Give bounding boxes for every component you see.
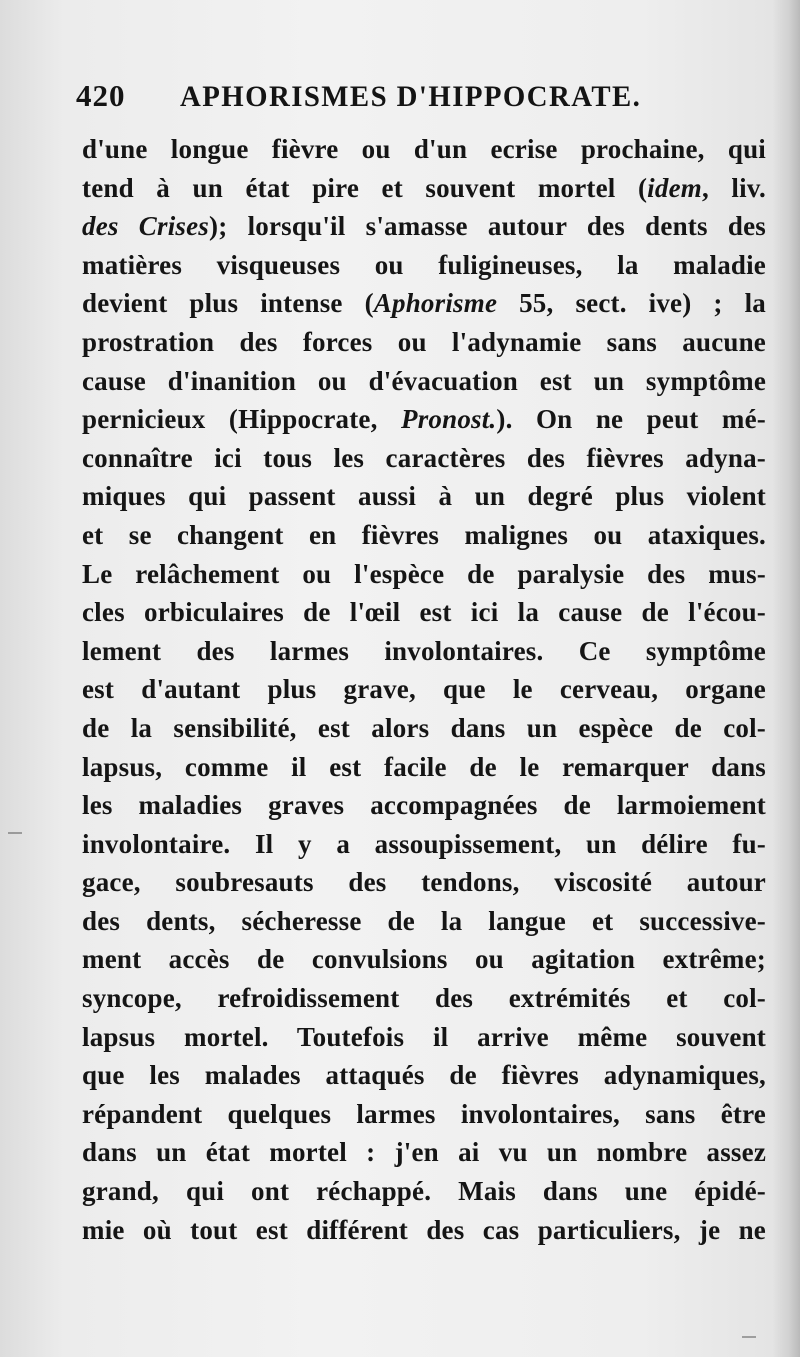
text-line xyxy=(82,979,766,1018)
text-line xyxy=(82,323,766,362)
text-segment: lement des larmes involontaires. Ce symptôme xyxy=(82,635,766,666)
text-line xyxy=(82,477,766,516)
italic-text: des Crises xyxy=(82,211,210,242)
text-line xyxy=(82,748,766,787)
text-line xyxy=(82,593,766,632)
text-line xyxy=(82,670,766,709)
margin-mark xyxy=(742,1336,756,1338)
text-segment: les maladies graves accompagnées de larmoiement xyxy=(82,790,766,821)
text-segment: répandent quelques larmes involontaires, sans être xyxy=(82,1098,766,1129)
text-segment: mie où tout est différent des cas particuliers, je ne xyxy=(82,1214,766,1245)
page-header xyxy=(76,72,756,122)
text-segment: ment accès de convulsions ou agitation extrême; xyxy=(82,944,766,975)
text-segment: cles orbiculaires de l'œil est ici la cause de l'écou- xyxy=(82,597,766,628)
text-line xyxy=(82,1172,766,1211)
text-line xyxy=(82,632,766,671)
text-line xyxy=(82,284,766,323)
text-segment: lapsus mortel. Toutefois il arrive même souvent xyxy=(82,1021,766,1052)
text-segment: prostration des forces ou l'adynamie sans aucune xyxy=(82,326,766,357)
text-line xyxy=(82,439,766,478)
text-line xyxy=(82,902,766,941)
text-segment: grand, qui ont réchappé. Mais dans une épidé- xyxy=(82,1176,766,1207)
text-segment: des dents, sécheresse de la langue et successive- xyxy=(82,905,766,936)
italic-text: Aphorisme xyxy=(373,288,498,319)
text-segment: lapsus, comme il est facile de le remarquer dans xyxy=(82,751,766,782)
text-line xyxy=(82,400,766,439)
text-line xyxy=(82,207,766,246)
text-line xyxy=(82,709,766,748)
text-segment: de la sensibilité, est alors dans un espèce de col- xyxy=(82,712,766,743)
text-line xyxy=(82,362,766,401)
body-text xyxy=(82,130,766,1249)
text-line xyxy=(82,516,766,555)
text-segment: d'une longue fièvre ou d'un ecrise prochaine, qui xyxy=(82,134,766,164)
text-line xyxy=(82,863,766,902)
page-edge-shadow xyxy=(772,0,800,1357)
running-head: APHORISMES D'HIPPOCRATE. xyxy=(180,80,642,113)
text-segment: devient plus intense ( xyxy=(82,288,374,319)
text-segment: , liv. xyxy=(701,172,766,203)
text-segment: que les malades attaqués de fièvres adynamiques, xyxy=(82,1060,766,1091)
text-segment: et se changent en fièvres malignes ou ataxiques. xyxy=(82,519,766,550)
text-segment: matières visqueuses ou fuligineuses, la maladie xyxy=(82,249,766,280)
margin-mark xyxy=(8,832,22,834)
text-segment: miques qui passent aussi à un degré plus violent xyxy=(82,481,766,512)
page-number: 420 xyxy=(76,78,126,113)
text-line xyxy=(82,1211,766,1250)
text-segment: gace, soubresauts des tendons, viscosité autour xyxy=(82,867,766,898)
text-segment: dans un état mortel : j'en ai vu un nombre assez xyxy=(82,1137,766,1168)
text-line xyxy=(82,940,766,979)
text-segment: Le relâchement ou l'espèce de paralysie des mus- xyxy=(82,558,766,589)
italic-text: idem xyxy=(647,172,702,203)
text-line xyxy=(82,786,766,825)
text-segment: involontaire. Il y a assoupissement, un délire fu- xyxy=(82,828,766,859)
text-line xyxy=(82,1056,766,1095)
text-line xyxy=(82,246,766,285)
text-line xyxy=(82,169,766,208)
text-segment: connaître ici tous les caractères des fièvres adyna- xyxy=(82,442,766,473)
text-segment: 55, sect. ive) ; la xyxy=(497,288,766,319)
text-segment: tend à un état pire et souvent mortel ( xyxy=(82,172,648,203)
text-line xyxy=(82,1133,766,1172)
text-line xyxy=(82,825,766,864)
text-segment: syncope, refroidissement des extrémités et col- xyxy=(82,983,766,1014)
text-line xyxy=(82,1095,766,1134)
text-segment: est d'autant plus grave, que le cerveau, organe xyxy=(82,674,766,705)
text-line xyxy=(82,1018,766,1057)
text-segment: ); lorsqu'il s'amasse autour des dents des xyxy=(209,211,766,242)
text-segment: cause d'inanition ou d'évacuation est un symptôme xyxy=(82,365,766,396)
text-line xyxy=(82,555,766,594)
text-line xyxy=(82,130,766,169)
text-segment: ). On ne peut mé- xyxy=(496,404,766,435)
text-segment: pernicieux (Hippocrate, xyxy=(82,404,401,435)
italic-text: Pronost. xyxy=(401,404,497,435)
